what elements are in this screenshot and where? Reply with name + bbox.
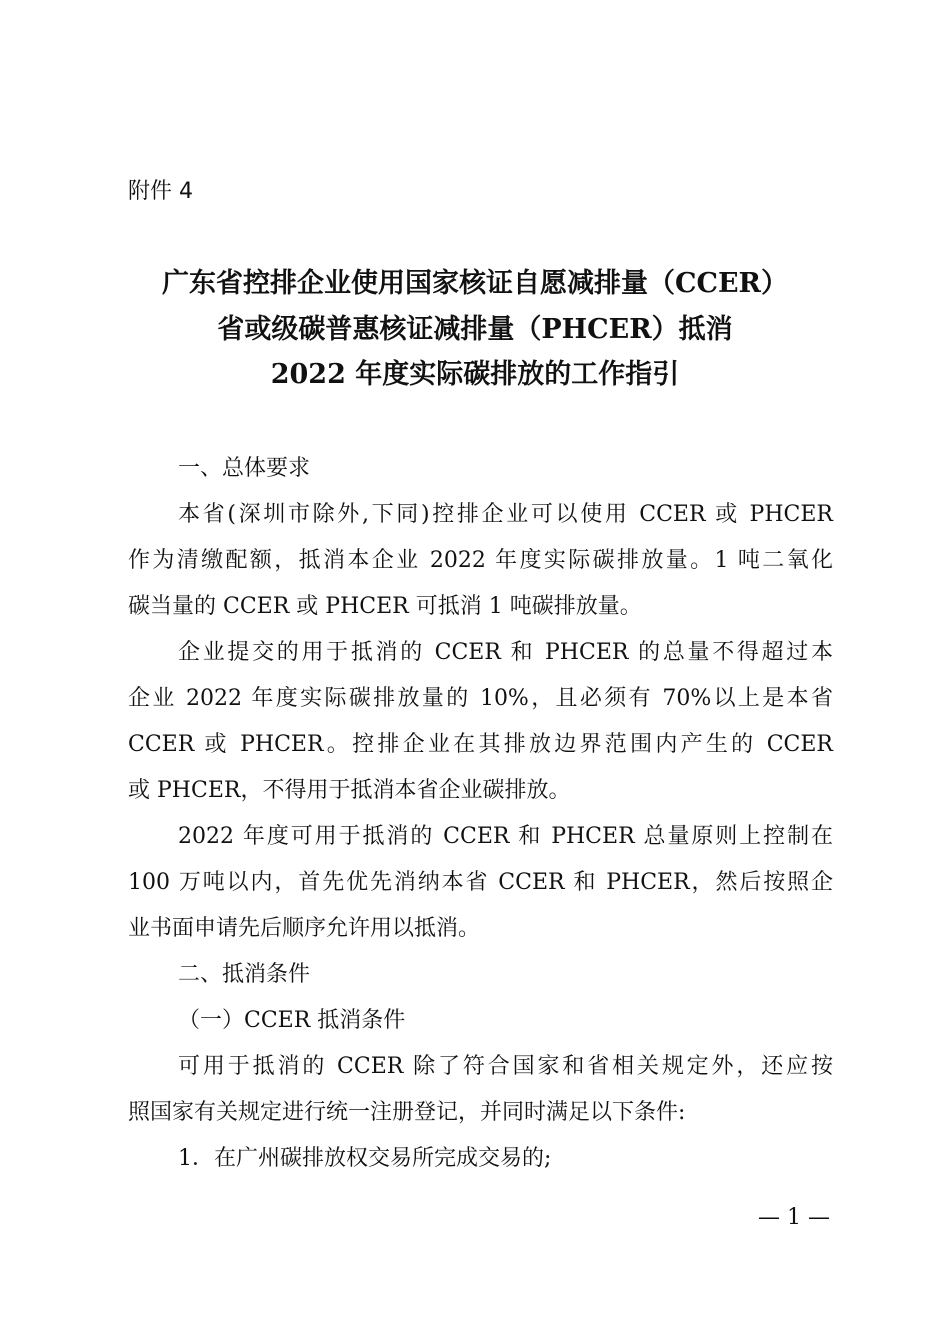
- section-heading-offset-conditions: 二、抵消条件: [178, 962, 311, 987]
- subsection-heading-ccer: （一）CCER 抵消条件: [178, 1008, 406, 1033]
- paragraph-line: 可用于抵消的 CCER 除了符合国家和省相关规定外，还应按: [178, 1054, 833, 1079]
- document-title-line-2: 省或级碳普惠核证减排量（PHCER）抵消: [217, 314, 733, 345]
- paragraph-line: CCER 或 PHCER。控排企业在其排放边界范围内产生的 CCER: [128, 732, 833, 757]
- paragraph-line: 企业提交的用于抵消的 CCER 和 PHCER 的总量不得超过本: [178, 640, 833, 665]
- list-item: 1．在广州碳排放权交易所完成交易的;: [178, 1146, 552, 1171]
- paragraph-line: 业书面申请先后顺序允许用以抵消。: [128, 916, 481, 941]
- paragraph-line: 2022 年度可用于抵消的 CCER 和 PHCER 总量原则上控制在: [178, 824, 833, 849]
- paragraph-line: 碳当量的 CCER 或 PHCER 可抵消 1 吨碳排放量。: [128, 594, 642, 619]
- document-title-line-1: 广东省控排企业使用国家核证自愿减排量（CCER）: [162, 268, 788, 299]
- paragraph-line: 本省(深圳市除外,下同)控排企业可以使用 CCER 或 PHCER: [178, 502, 833, 527]
- section-heading-general-requirements: 一、总体要求: [178, 456, 311, 481]
- paragraph-line: 照国家有关规定进行统一注册登记，并同时满足以下条件:: [128, 1100, 686, 1125]
- page-number: — 1 —: [758, 1205, 830, 1230]
- paragraph-line: 作为清缴配额，抵消本企业 2022 年度实际碳排放量。1 吨二氧化: [128, 548, 833, 573]
- document-title-line-3: 2022 年度实际碳排放的工作指引: [270, 359, 680, 390]
- paragraph-line: 100 万吨以内，首先优先消纳本省 CCER 和 PHCER，然后按照企: [128, 870, 833, 895]
- paragraph-line: 企业 2022 年度实际碳排放量的 10%，且必须有 70%以上是本省: [128, 686, 833, 711]
- attachment-label: 附件 4: [128, 179, 193, 204]
- paragraph-line: 或 PHCER，不得用于抵消本省企业碳排放。: [128, 778, 571, 803]
